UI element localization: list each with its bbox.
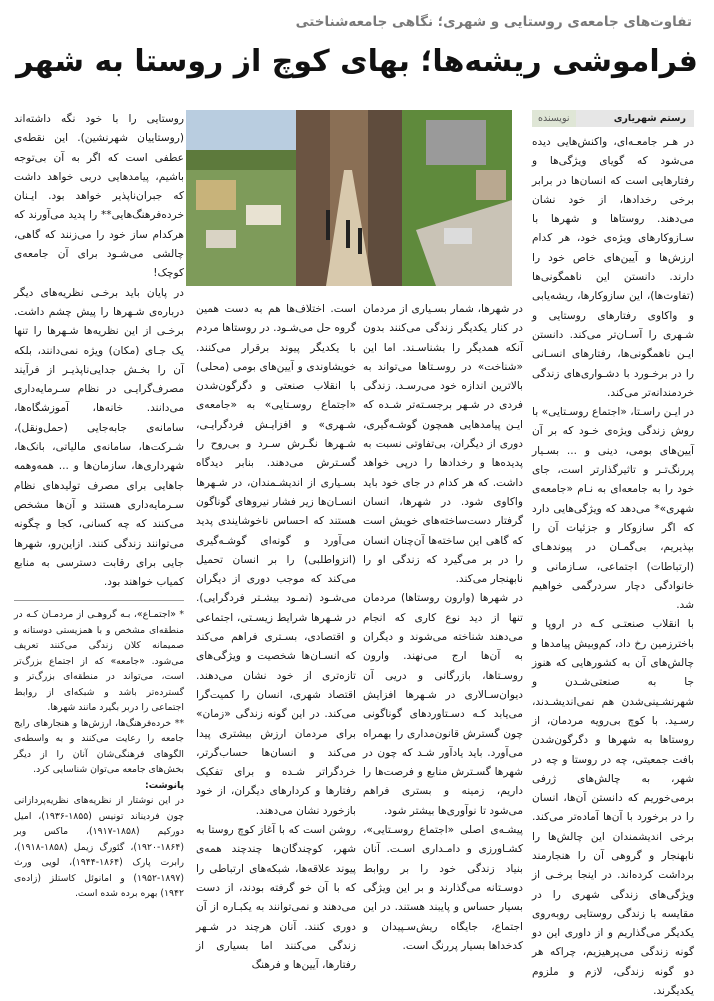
paragraph: در پایان باید برخـی نظریه‌های دیگر درباره‌ی شـهرها را پیش چشم داشت. برخـی از این نظریه‌ها شـهرها را تنها یک جـای (مکان) ویژه نمی‌دانند، بلکه آن را بخـش جدایی‌ناپذیـر از فرآیند مصرف‌گرایـی در نظام سـرمایه‌داری می‌دانند. خانه‌ها، آموزشگاه‌ها، سامانه‌ی جابه‌جایی (حمل‌ونقل)، شـرکت‌ها، سامانه‌ی مالیاتی، بانک‌ها، شهرداری‌ها، سازمان‌ها و ... همه‌وهمه جاهایی برای مصرف تولیدهای نظام سـرمایه‌داری هستند و آن‌ها مشخص می‌کنند که چه کسانی، کجا و چگونه می‌توانند زندگی کنند. ازاین‌رو، شهرها جایی برای رقابت دسترسی به منابع کمیاب خواهند بود. (14, 286, 184, 589)
paragraph: روستایی را با خود نگه داشته‌اند (روستاییان شهرنشین). این نقطه‌ی عطفی است که اگر به آن بی‌توجه باشیم، پیامدهایی دربی خواهد داشت که جبران‌ناپذیر خواهد بود. ایـنان خرده‌فرهنگ‌هایی** را پدید می‌آورند که هرکدام ساز خود را می‌زنند که گاهی، چالشی می‌شـود برای آن جامعه‌ی کوچک! (14, 113, 184, 280)
article-column-4 (14, 110, 184, 900)
photo-collage-graphic (186, 110, 512, 286)
photo-pedestrian (346, 220, 350, 248)
paragraph: در شهرها، شمار بسـیاری از مردمان در کنار یکدیگر زندگی می‌کنند بدون آنکه همدیگر را بشناسـند. اما این «شناخت» در روسـتاها می‌تواند به بالاترین اندازه خود می‌رسـد. زندگی فردی در شـهر برجسـته‌تر شـده که ایـن پیامدهایی همچون گوشـه‌گیری، دوری از دیگران، بی‌تفاوتی نسبت به پدیده‌ها و رخدادها را درپی خواهد داشت. که هر کدام در جای خود باید واکاوی شود. در شهرها، انسان گرفتار دست‌ساخته‌های خویش است که گاهی این ساخته‌ها آن‌چنان انسان را در بر می‌گیرد که زندگی او را نابهنجار می‌کند. (363, 303, 523, 586)
photo-house-wall (476, 170, 506, 200)
paragraph: در شهرها (وارون روستاها) مردمان تنها از دید نوع کاری که انجام می‌دهند شناخته می‌شوند و دیگران به آن‌ها ارج می‌نهند. وارون روسـتاها، بازرگانی و دریی آن دیوان‌سـالاری در شـهرها افزایش می‌یابد کـه دسـتاوردهای گوناگونی چون گسترش قانون‌مداری را بهمراه می‌آورد. باید یادآور شـد که چون در شهرها گسـترش منابع و فرصت‌ها را داریم، زمینه و بستری فراهم می‌شود تا نوآوری‌ها بیشتر شود. (363, 592, 523, 817)
references-text: در این نوشتار از نظریه‌های نظریه‌پردازانی چون فردیناند تونیس (۱۸۵۵-۱۹۳۶)، امیل دورکیم (۱۸۵۸-۱۹۱۷)، ماکس وبر (۱۸۶۴-۱۹۲۰)، گئورگ زیمل (۱۸۵۸-۱۹۱۸)، رابرت پارک (۱۸۶۴-۱۹۴۴)، لویی ورث (۱۸۹۷-۱۹۵۲) و امانوئل کاستلز (زاده‌ی ۱۹۴۲) بهره برده شده است. (14, 795, 184, 900)
byline (532, 110, 694, 127)
photo-treeline (186, 150, 296, 170)
photo-sky (186, 110, 296, 150)
article-column-1 (532, 110, 694, 998)
photo-pedestrian (358, 228, 362, 254)
divider (14, 600, 184, 601)
article-column-2 (363, 300, 523, 952)
photo-car (444, 228, 472, 244)
photo-house-roof (426, 120, 486, 165)
footnote: ** خرده‌فرهنگ‌ها، ارزش‌ها و هنجارهای رایج جامعه را رعایت می‌کنند و به واسطه‌ی الگوهای فرهنگی‌شان آنان را از دیگر بخش‌های جامعه می‌توان شناسایی کرد. (14, 717, 184, 776)
footnote: * «اجتمـاع»، بـه گروهـی از مردمـان کـه در منطقه‌ای مشخص و با همزیستی دوستانه و صمیمانه کلان زندگی می‌کنند تعریف می‌شود. «جامعه» که از اجتماع بزرگ‌تر است، می‌تواند در منطقه‌ای بزرگ‌تر و گسترده‌تر باشد و شبکه‌ای از روابط اجتماعی را دربر بگیرد مانند شهرها. (14, 609, 184, 714)
photo-barn (206, 230, 236, 248)
author-label: نویسنده (532, 110, 576, 127)
article-photo (186, 110, 512, 286)
photo-building-right (368, 110, 402, 286)
paragraph: روشن است که با آغاز کوچ روستا به شهر، کوچندگان‌ها چندچند همه‌ی پیوند علاقه‌ها، شبکه‌های ارتباطی را که با آن خو گرفته بودند، از دست می‌دهند و نمی‌توانند به یکبـاره از آن دوری کنند. آنان هرچند در شـهر زندگی می‌کنند اما بسیاری از رفتارها، آیین‌ها و فرهنگ (196, 824, 356, 972)
paragraph: در هـر جامعـه‌ای، واکنش‌هایی دیده می‌شود که گویای ویژگی‌ها و رفتارهایی است که انسان‌ها در برابر برخی رخدادها، از خود نشان می‌دهند. روستاها و شهرها با سـازوکارهای ویژه‌ی خود، هر کدام ارزش‌ها و آیین‌های خاص خود را دارند. دانستن این ناهمگونی‌ها (تفاوت‌ها)، این سازوکارها، ریشه‌یابی و واکاوی رفتارهای روستایی و شـهری را آسـان‌تر می‌کند. دانستن ایـن ناهمگونی‌ها، رفتارهای انسـانی را در برخـورد با دشـواری‌های زندگی خردمندانه‌تر می‌کند. (532, 136, 694, 399)
photo-pedestrian (326, 210, 330, 240)
article-column-3 (196, 300, 356, 972)
references-title: پانوشت: (144, 779, 184, 791)
photo-field-patch (196, 180, 236, 210)
paragraph: است. اختلاف‌ها هم به دست همین گروه حل می‌شـود. در روستاها مردم با یکدیگر پیوند برقرار می‌کنند. خویشاوندی و آیین‌های بومی (محلی) با انقلاب صنعتی و دگرگون‌شدن «اجتماع روسـتایی» به «جامعه‌ی شـهری» و افزایـش فردگرایـی، شـهرها نگـرش سـرد و بی‌روح را گسـترش می‌دهند. بنابر دیدگاه بسـیاری از اندیشـمندان، در شـهرها انسـان‌ها زیر فشار نیروهای گوناگون هستند که احساس ناخوشایندی پدید می‌آورد و گونه‌ای گوشـه‌گیری (انزواطلبی) را بر انسان تحمیل می‌کند که موجب دوری از دیگران می‌شـود (نمـود بیشـتر فردگرایی). در شـهرها شرایط زیسـتی، اجتماعی و اقتصادی، بسـتری فراهم می‌کند که انسـان‌ها شخصیت و ویژگی‌های تازه‌تری از خود نشان می‌دهند. اقتصاد شهری، انسان را کمیت‌گرا می‌کند. در این گونه زندگی «زمان» برای مردمان ارزش بیشتری پیدا می‌کند و انسان‌ها حساب‌گرتر، خردگراتر شـده و برای تفکیک رفتارها و کردارهای دیگران، از خود بازخورد نشان می‌دهند. (196, 303, 356, 817)
article-headline: فراموشی ریشه‌ها؛ بهای کوچ از روستا به شهر (16, 44, 698, 79)
references (14, 778, 184, 902)
paragraph: در ایـن راسـتا، «اجتماع روسـتایی» با روش زندگی ویژه‌ی خـود که بر آن آیین‌های بومی، دینی و ... بسـیار پررنگ‌تـر و تاثیرگذارتر است، جای خود را به جامعه‌ای به نـام «جامعه‌ی شهری»* می‌دهد که ویژگی‌هایی دارد که اگر سازوکار و جزئیات آن را بپذیریم، بی‌گمـان در پیوندهـای (ارتباطات) اجتماعی، سـازمانی و خانوادگی دچار سردرگمی خواهیم شد. (532, 406, 694, 612)
photo-building-left (296, 110, 330, 286)
photo-farmhouse (246, 205, 281, 225)
author-name: رستم شهریاری (576, 110, 694, 127)
paragraph: با انقلاب صنعتـی کـه در اروپا و باختر‌زمین رخ داد، کم‌وبیش پیامدها و چالش‌های آن به کشورهایی که هنوز جا به صنعتی‌شـدن و شهرنشـینی‌شدن هم نمی‌اندیشـدند، رسـید. با کوچ بی‌رویه مردمان، از روستاها به شهرها و دگرگون‌شدن بافت جمعیتی، چه در روستا و چه در شهر، به چالش‌های ژرفی برمی‌خوریم که دانستن آن‌ها، انسان را در برخورد با آن‌ها آماده‌تر می‌کند. برخی اندیشمندان این چالش‌ها را نابهنجار و گروهی آن را هنجارمند برداشت کرده‌اند. در اینجا برخـی از ویژگی‌های زندگی شهری را در مقایسه با زندگی روستایی روبه‌روی یکدیگر می‌گذاریم و از داوری این دو گونه زندگی می‌پرهیزیم، چراکه هر دو گونه زندگی، لازم و ملزوم یکدیگرند. (532, 618, 694, 998)
article-kicker: تفاوت‌های جامعه‌ی روستایی و شهری؛ نگاهی جامعه‌شناختی (295, 14, 692, 30)
paragraph: پیشـه‌ی اصلی «اجتماع روسـتایی»، کشـاورزی و دامـداری اسـت. آنان بنیاد زندگی خود را بر روابط دوسـتانه می‌گذارند و بر این ویژگی بسیار حساس و پایبند هستند. در این اجتماع، جایگاه ریش‌سـپیدان و کدخداها بسیار پررنگ است. (363, 824, 523, 952)
footnotes (14, 607, 184, 778)
